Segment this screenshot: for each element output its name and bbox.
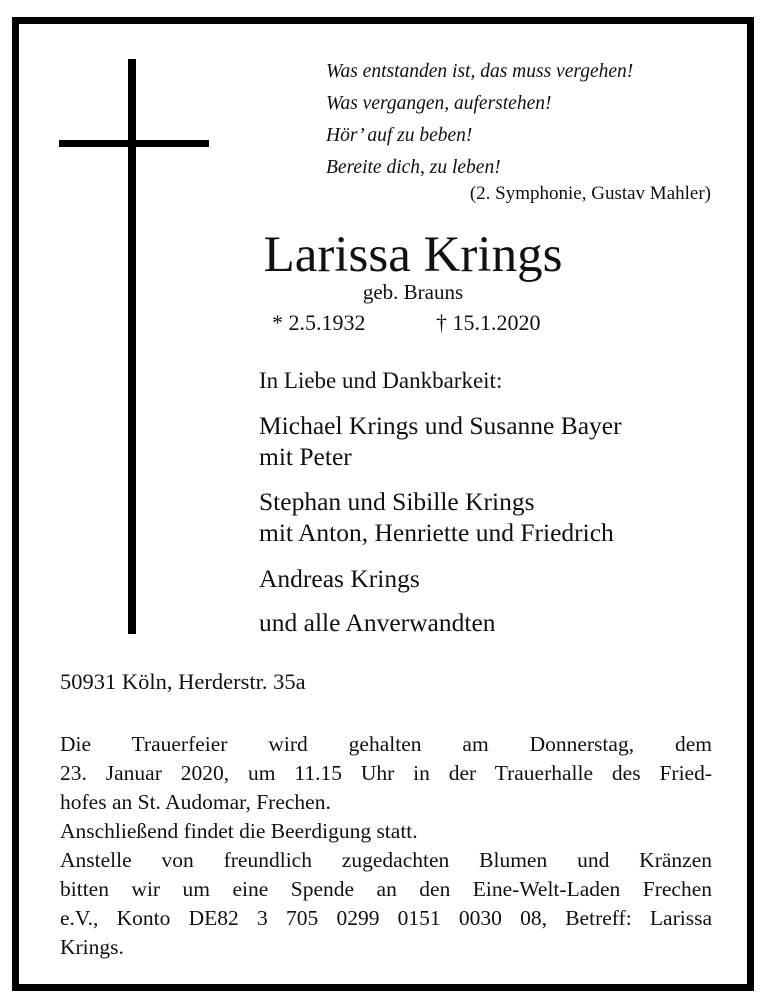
service-info xyxy=(60,730,712,962)
info-line: 23. Januar 2020, um 11.15 Uhr in der Trauerhalle des Fried- xyxy=(60,761,712,785)
info-line: Krings. xyxy=(60,935,124,959)
poem xyxy=(326,56,726,184)
mourner-line: Stephan und Sibille Krings xyxy=(259,487,535,516)
info-line: hofes an St. Audomar, Frechen. xyxy=(60,790,331,814)
poem-line: Hör’ auf zu beben! xyxy=(326,125,473,146)
cross-icon-crossbar xyxy=(59,140,209,147)
poem-line: Bereite dich, zu leben! xyxy=(326,157,501,178)
maiden-name: geb. Brauns xyxy=(362,280,464,304)
mourner-group xyxy=(259,607,496,638)
info-line: e.V., Konto DE82 3 705 0299 0151 0030 08, Betreff: Larissa xyxy=(60,906,712,930)
mourner-group xyxy=(259,563,420,594)
info-line: Anschließend findet die Beerdigung statt. xyxy=(60,819,418,843)
death-date: † 15.1.2020 xyxy=(436,310,541,335)
poem-source: (2. Symphonie, Gustav Mahler) xyxy=(469,183,711,204)
mourner-line: Michael Krings und Susanne Bayer xyxy=(259,411,622,440)
birth-date: * 2.5.1932 xyxy=(272,310,366,335)
address: 50931 Köln, Herderstr. 35a xyxy=(60,669,306,694)
deceased-name: Larissa Krings xyxy=(263,227,563,283)
mourner-line: mit Anton, Henriette und Friedrich xyxy=(259,518,614,547)
mourner-group xyxy=(259,486,614,548)
mourner-line: und alle Anverwandten xyxy=(259,608,496,637)
mourner-line: Andreas Krings xyxy=(259,564,420,593)
info-line: bitten wir um eine Spende an den Eine-Welt-Laden Frechen xyxy=(60,877,712,901)
info-line: Die Trauerfeier wird gehalten am Donnerstag, dem xyxy=(60,732,712,756)
poem-line: Was entstanden ist, das muss vergehen! xyxy=(326,61,634,82)
mourners-intro: In Liebe und Dankbarkeit: xyxy=(259,368,503,393)
info-line: Anstelle von freundlich zugedachten Blumen und Kränzen xyxy=(60,848,712,872)
mourner-line: mit Peter xyxy=(259,442,352,471)
poem-line: Was vergangen, auferstehen! xyxy=(326,93,552,114)
mourner-group xyxy=(259,410,622,472)
